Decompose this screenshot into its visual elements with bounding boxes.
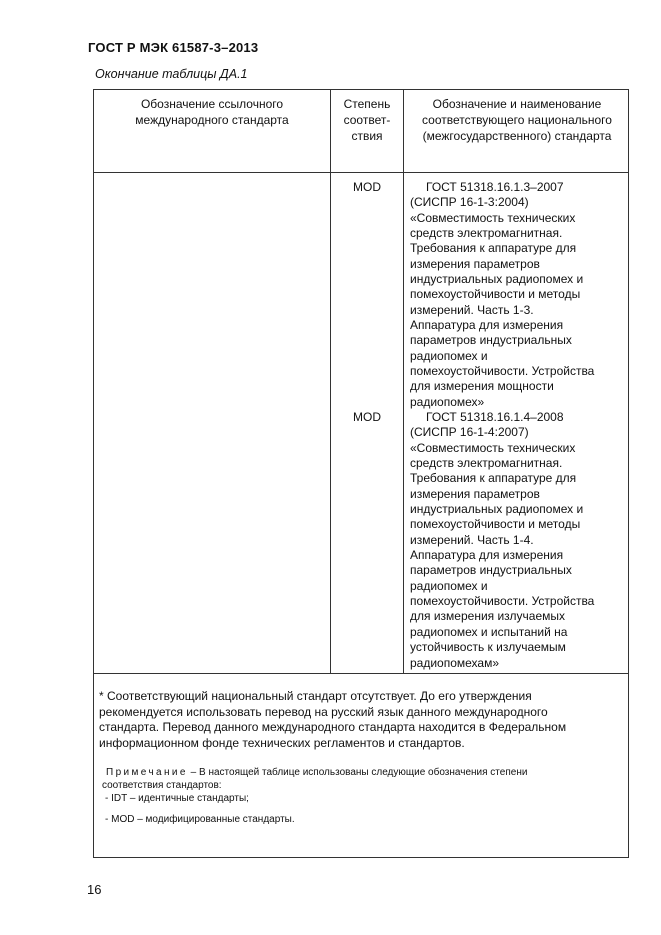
- national-standard-entry: [410, 180, 625, 410]
- note-item: - IDT – идентичные стандарты;: [105, 793, 249, 804]
- entry-line: (СИСПР 16-1-4:2007): [410, 425, 529, 440]
- entry-line: для измерения излучаемых: [410, 609, 566, 624]
- column-header-line: соответ-: [343, 113, 391, 127]
- degree-cell: MOD: [353, 410, 381, 424]
- note-item: - MOD – модифицированные стандарты.: [105, 814, 295, 825]
- header-divider: [94, 172, 628, 173]
- entry-line: радиопомех и испытаний на: [410, 624, 568, 639]
- column-divider-1: [330, 90, 331, 674]
- note-line: соответствия стандартов:: [102, 780, 222, 791]
- column-divider-2: [403, 90, 404, 674]
- footnote-line: рекомендуется использовать перевод на русский язык данного международного: [99, 704, 548, 719]
- national-standard-entry: [410, 410, 625, 671]
- column-header-line: Обозначение и наименование: [432, 97, 602, 111]
- degree-cell: MOD: [353, 180, 381, 194]
- entry-line: Требования к аппаратуре для: [410, 241, 577, 256]
- footnote-line: * Соответствующий национальный стандарт отсутствует. До его утверждения: [99, 689, 532, 703]
- entry-line: параметров индустриальных: [410, 333, 572, 348]
- entry-line: радиопомех и: [410, 578, 488, 593]
- column-header-degree: [331, 96, 403, 144]
- entry-line: для измерения мощности: [410, 379, 554, 394]
- page-number: 16: [87, 882, 102, 897]
- entry-line: устойчивость к излучаемым: [410, 640, 566, 655]
- body-divider: [94, 673, 628, 674]
- column-header-intl-standard: [94, 96, 330, 128]
- entry-line: Аппаратура для измерения: [410, 318, 564, 333]
- column-header-line: (межгосударственного) стандарта: [422, 129, 612, 143]
- column-header-line: Обозначение ссылочного: [140, 97, 284, 111]
- entry-line: Требования к аппаратуре для: [410, 471, 577, 486]
- entry-line: измерения параметров: [410, 486, 540, 501]
- entry-line: помехоустойчивости. Устройства: [410, 594, 595, 609]
- note-first-line: [102, 766, 622, 779]
- entry-line: помехоустойчивости и методы: [410, 287, 581, 302]
- table-da1: [93, 89, 629, 858]
- entry-line: измерения параметров: [410, 256, 540, 271]
- note-label: Примечание: [106, 767, 188, 778]
- note: [102, 766, 622, 826]
- entry-line: индустриальных радиопомех и: [410, 272, 584, 287]
- column-header-line: Степень: [343, 97, 391, 111]
- footnote-line: стандарта. Перевод данного международного стандарта находится в Федеральном: [99, 720, 567, 734]
- entry-line: средств электромагнитная.: [410, 226, 563, 241]
- entry-line: радиопомех»: [410, 394, 485, 409]
- entry-line: «Совместимость технических: [410, 440, 576, 455]
- footnote-line: информационном фонде технических регламентов и стандартов.: [99, 735, 465, 750]
- column-header-line: международного стандарта: [135, 113, 289, 127]
- entry-line: измерений. Часть 1-3.: [410, 302, 534, 317]
- entry-line: параметров индустриальных: [410, 563, 572, 578]
- entry-line: радиопомехам»: [410, 655, 500, 670]
- table-caption: Окончание таблицы ДА.1: [95, 67, 248, 81]
- entry-line: индустриальных радиопомех и: [410, 502, 584, 517]
- entry-line: радиопомех и: [410, 348, 488, 363]
- entry-line: Аппаратура для измерения: [410, 548, 564, 563]
- footnote: [99, 689, 625, 751]
- column-header-line: ствия: [351, 129, 383, 143]
- document-header: ГОСТ Р МЭК 61587-3–2013: [88, 40, 259, 55]
- entry-line: (СИСПР 16-1-3:2004): [410, 195, 529, 210]
- entry-line: «Совместимость технических: [410, 210, 576, 225]
- entry-line: помехоустойчивости и методы: [410, 517, 581, 532]
- entry-line: ГОСТ 51318.16.1.4–2008: [426, 410, 564, 424]
- entry-line: средств электромагнитная.: [410, 456, 563, 471]
- entry-line: измерений. Часть 1-4.: [410, 532, 534, 547]
- column-header-national-standard: [404, 96, 630, 144]
- entry-line: ГОСТ 51318.16.1.3–2007: [426, 180, 564, 194]
- entry-line: помехоустойчивости. Устройства: [410, 364, 595, 379]
- column-header-line: соответствующего национального: [422, 113, 612, 127]
- note-text: – В настоящей таблице использованы следующие обозначения степени: [187, 767, 528, 778]
